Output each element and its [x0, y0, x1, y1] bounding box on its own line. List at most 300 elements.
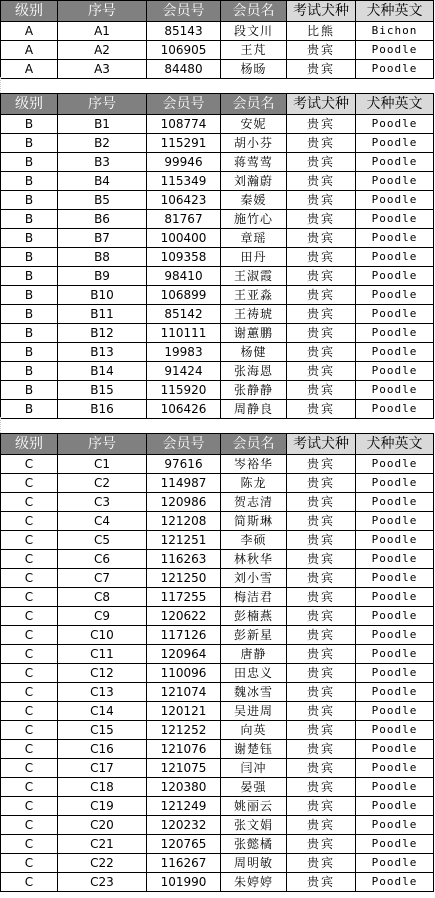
table-row	[1, 550, 434, 569]
cell-exam-breed: 贵宾	[287, 645, 356, 664]
table-row	[1, 569, 434, 588]
table-row	[1, 531, 434, 550]
cell-level: C	[1, 721, 58, 740]
table-row	[1, 759, 434, 778]
cell-exam-breed: 贵宾	[287, 474, 356, 493]
cell-seq: C18	[58, 778, 147, 797]
header-member-name: 会员名	[221, 434, 287, 455]
cell-breed-english: Poodle	[356, 115, 434, 134]
cell-member-id: 120232	[147, 816, 221, 835]
cell-breed-english: Poodle	[356, 550, 434, 569]
table-row	[1, 512, 434, 531]
cell-member-name: 谢楚钰	[221, 740, 287, 759]
cell-member-id: 100400	[147, 229, 221, 248]
cell-exam-breed: 贵宾	[287, 267, 356, 286]
cell-breed-english: Poodle	[356, 474, 434, 493]
cell-member-id: 114987	[147, 474, 221, 493]
cell-seq: C6	[58, 550, 147, 569]
cell-member-id: 99946	[147, 153, 221, 172]
cell-member-id: 121208	[147, 512, 221, 531]
table-row	[1, 607, 434, 626]
cell-level: C	[1, 835, 58, 854]
cell-breed-english: Poodle	[356, 835, 434, 854]
table-row	[1, 343, 434, 362]
table-row	[1, 854, 434, 873]
cell-level: B	[1, 115, 58, 134]
cell-breed-english: Poodle	[356, 512, 434, 531]
cell-member-name: 谢蕙鹏	[221, 324, 287, 343]
cell-exam-breed: 贵宾	[287, 115, 356, 134]
cell-seq: C23	[58, 873, 147, 892]
cell-exam-breed: 贵宾	[287, 343, 356, 362]
table-row	[1, 248, 434, 267]
cell-exam-breed: 贵宾	[287, 759, 356, 778]
cell-seq: C20	[58, 816, 147, 835]
cell-level: B	[1, 362, 58, 381]
cell-level: B	[1, 248, 58, 267]
cell-member-name: 梅洁君	[221, 588, 287, 607]
cell-member-id: 84480	[147, 60, 221, 79]
header-row	[1, 94, 434, 115]
header-member-name: 会员名	[221, 1, 287, 22]
cell-level: C	[1, 778, 58, 797]
table-row	[1, 381, 434, 400]
cell-exam-breed: 贵宾	[287, 740, 356, 759]
header-member-id: 会员号	[147, 94, 221, 115]
header-seq: 序号	[58, 434, 147, 455]
cell-level: C	[1, 474, 58, 493]
cell-member-id: 106905	[147, 41, 221, 60]
cell-seq: C2	[58, 474, 147, 493]
cell-member-id: 120380	[147, 778, 221, 797]
cell-member-id: 121075	[147, 759, 221, 778]
cell-exam-breed: 贵宾	[287, 569, 356, 588]
cell-member-name: 王亚淼	[221, 286, 287, 305]
table-row	[1, 702, 434, 721]
cell-exam-breed: 贵宾	[287, 153, 356, 172]
cell-breed-english: Poodle	[356, 569, 434, 588]
cell-member-id: 106426	[147, 400, 221, 419]
cell-breed-english: Poodle	[356, 854, 434, 873]
cell-exam-breed: 贵宾	[287, 286, 356, 305]
cell-seq: C3	[58, 493, 147, 512]
table-row	[1, 267, 434, 286]
cell-level: B	[1, 381, 58, 400]
table-row	[1, 626, 434, 645]
cell-level: C	[1, 759, 58, 778]
cell-member-name: 唐静	[221, 645, 287, 664]
table-row	[1, 400, 434, 419]
cell-breed-english: Poodle	[356, 626, 434, 645]
table-row	[1, 286, 434, 305]
cell-member-id: 85143	[147, 22, 221, 41]
header-member-name: 会员名	[221, 94, 287, 115]
cell-seq: C12	[58, 664, 147, 683]
cell-member-name: 姚丽云	[221, 797, 287, 816]
cell-member-id: 117255	[147, 588, 221, 607]
header-member-id: 会员号	[147, 1, 221, 22]
table-row	[1, 797, 434, 816]
cell-member-name: 张海恩	[221, 362, 287, 381]
cell-exam-breed: 贵宾	[287, 172, 356, 191]
cell-member-id: 121074	[147, 683, 221, 702]
cell-member-name: 蒋莺莺	[221, 153, 287, 172]
cell-member-id: 85142	[147, 305, 221, 324]
cell-exam-breed: 贵宾	[287, 816, 356, 835]
cell-member-id: 116263	[147, 550, 221, 569]
cell-member-name: 田丹	[221, 248, 287, 267]
cell-exam-breed: 贵宾	[287, 229, 356, 248]
table-row	[1, 362, 434, 381]
cell-member-id: 115920	[147, 381, 221, 400]
cell-exam-breed: 贵宾	[287, 248, 356, 267]
table-row	[1, 115, 434, 134]
cell-exam-breed: 贵宾	[287, 381, 356, 400]
cell-level: A	[1, 60, 58, 79]
section-level-b	[0, 93, 434, 419]
cell-seq: B8	[58, 248, 147, 267]
roster-table-c	[0, 433, 434, 892]
header-breed-english: 犬种英文	[356, 94, 434, 115]
cell-exam-breed: 贵宾	[287, 550, 356, 569]
cell-breed-english: Poodle	[356, 588, 434, 607]
cell-seq: B12	[58, 324, 147, 343]
cell-breed-english: Poodle	[356, 381, 434, 400]
table-row	[1, 134, 434, 153]
cell-breed-english: Poodle	[356, 400, 434, 419]
cell-member-name: 李硕	[221, 531, 287, 550]
cell-member-id: 120622	[147, 607, 221, 626]
cell-level: B	[1, 286, 58, 305]
section-level-a	[0, 0, 434, 79]
table-row	[1, 22, 434, 41]
cell-seq: C7	[58, 569, 147, 588]
header-row	[1, 434, 434, 455]
cell-exam-breed: 贵宾	[287, 531, 356, 550]
cell-breed-english: Poodle	[356, 531, 434, 550]
cell-breed-english: Poodle	[356, 645, 434, 664]
cell-exam-breed: 贵宾	[287, 721, 356, 740]
cell-level: C	[1, 740, 58, 759]
cell-exam-breed: 贵宾	[287, 683, 356, 702]
cell-member-name: 岑裕华	[221, 455, 287, 474]
cell-member-name: 王祷琥	[221, 305, 287, 324]
cell-member-name: 闫冲	[221, 759, 287, 778]
cell-member-id: 115349	[147, 172, 221, 191]
table-row	[1, 683, 434, 702]
cell-member-name: 段文川	[221, 22, 287, 41]
cell-member-name: 向英	[221, 721, 287, 740]
cell-breed-english: Poodle	[356, 210, 434, 229]
cell-exam-breed: 贵宾	[287, 664, 356, 683]
cell-member-name: 林秋华	[221, 550, 287, 569]
cell-seq: A1	[58, 22, 147, 41]
cell-breed-english: Poodle	[356, 664, 434, 683]
table-row	[1, 153, 434, 172]
cell-exam-breed: 比熊	[287, 22, 356, 41]
cell-seq: A3	[58, 60, 147, 79]
cell-exam-breed: 贵宾	[287, 702, 356, 721]
cell-breed-english: Bichon	[356, 22, 434, 41]
cell-level: C	[1, 873, 58, 892]
cell-level: B	[1, 210, 58, 229]
cell-member-id: 116267	[147, 854, 221, 873]
cell-member-id: 121251	[147, 531, 221, 550]
cell-breed-english: Poodle	[356, 683, 434, 702]
cell-level: B	[1, 229, 58, 248]
header-seq: 序号	[58, 94, 147, 115]
cell-exam-breed: 贵宾	[287, 191, 356, 210]
header-exam-breed: 考试犬种	[287, 94, 356, 115]
cell-seq: B15	[58, 381, 147, 400]
cell-member-name: 张懿橘	[221, 835, 287, 854]
cell-member-id: 101990	[147, 873, 221, 892]
cell-level: C	[1, 493, 58, 512]
cell-level: C	[1, 569, 58, 588]
cell-member-id: 117126	[147, 626, 221, 645]
cell-seq: C19	[58, 797, 147, 816]
cell-member-id: 120121	[147, 702, 221, 721]
cell-member-id: 108774	[147, 115, 221, 134]
cell-exam-breed: 贵宾	[287, 210, 356, 229]
cell-seq: C5	[58, 531, 147, 550]
cell-seq: C1	[58, 455, 147, 474]
cell-exam-breed: 贵宾	[287, 835, 356, 854]
cell-breed-english: Poodle	[356, 229, 434, 248]
cell-exam-breed: 贵宾	[287, 588, 356, 607]
cell-level: C	[1, 816, 58, 835]
cell-member-name: 彭楠燕	[221, 607, 287, 626]
cell-seq: C17	[58, 759, 147, 778]
cell-exam-breed: 贵宾	[287, 512, 356, 531]
cell-member-id: 97616	[147, 455, 221, 474]
cell-exam-breed: 贵宾	[287, 41, 356, 60]
cell-seq: B10	[58, 286, 147, 305]
header-seq: 序号	[58, 1, 147, 22]
cell-member-id: 81767	[147, 210, 221, 229]
table-row	[1, 493, 434, 512]
cell-seq: B13	[58, 343, 147, 362]
cell-exam-breed: 贵宾	[287, 607, 356, 626]
cell-level: C	[1, 683, 58, 702]
cell-seq: B11	[58, 305, 147, 324]
table-row	[1, 588, 434, 607]
cell-breed-english: Poodle	[356, 607, 434, 626]
cell-member-name: 晏强	[221, 778, 287, 797]
cell-seq: C16	[58, 740, 147, 759]
cell-breed-english: Poodle	[356, 702, 434, 721]
table-row	[1, 305, 434, 324]
header-breed-english: 犬种英文	[356, 434, 434, 455]
table-row	[1, 816, 434, 835]
cell-seq: C10	[58, 626, 147, 645]
cell-level: C	[1, 588, 58, 607]
cell-breed-english: Poodle	[356, 191, 434, 210]
cell-level: C	[1, 645, 58, 664]
cell-breed-english: Poodle	[356, 797, 434, 816]
cell-member-name: 朱婷婷	[221, 873, 287, 892]
cell-member-name: 章瑶	[221, 229, 287, 248]
cell-member-name: 刘瀚蔚	[221, 172, 287, 191]
cell-member-name: 周明敏	[221, 854, 287, 873]
cell-seq: C14	[58, 702, 147, 721]
table-row	[1, 172, 434, 191]
table-row	[1, 721, 434, 740]
roster-table-a	[0, 0, 434, 79]
cell-level: C	[1, 702, 58, 721]
section-gap	[0, 417, 434, 433]
cell-member-name: 秦媛	[221, 191, 287, 210]
cell-exam-breed: 贵宾	[287, 305, 356, 324]
cell-member-id: 109358	[147, 248, 221, 267]
cell-member-name: 魏冰雪	[221, 683, 287, 702]
header-exam-breed: 考试犬种	[287, 1, 356, 22]
table-row	[1, 740, 434, 759]
cell-breed-english: Poodle	[356, 248, 434, 267]
cell-member-name: 贺志清	[221, 493, 287, 512]
cell-exam-breed: 贵宾	[287, 60, 356, 79]
table-row	[1, 664, 434, 683]
cell-seq: B14	[58, 362, 147, 381]
cell-seq: B5	[58, 191, 147, 210]
cell-seq: C4	[58, 512, 147, 531]
cell-member-id: 19983	[147, 343, 221, 362]
cell-member-name: 田忠义	[221, 664, 287, 683]
cell-member-id: 110096	[147, 664, 221, 683]
cell-level: C	[1, 626, 58, 645]
cell-seq: B6	[58, 210, 147, 229]
cell-breed-english: Poodle	[356, 286, 434, 305]
table-row	[1, 778, 434, 797]
cell-breed-english: Poodle	[356, 324, 434, 343]
cell-seq: B1	[58, 115, 147, 134]
cell-breed-english: Poodle	[356, 721, 434, 740]
cell-seq: B3	[58, 153, 147, 172]
cell-member-name: 简斯琳	[221, 512, 287, 531]
section-level-c	[0, 433, 434, 892]
cell-level: C	[1, 797, 58, 816]
cell-breed-english: Poodle	[356, 778, 434, 797]
cell-level: B	[1, 191, 58, 210]
header-level: 级别	[1, 1, 58, 22]
cell-member-name: 周静良	[221, 400, 287, 419]
cell-level: B	[1, 267, 58, 286]
table-row	[1, 645, 434, 664]
cell-level: A	[1, 22, 58, 41]
cell-seq: C22	[58, 854, 147, 873]
cell-breed-english: Poodle	[356, 455, 434, 474]
cell-member-id: 98410	[147, 267, 221, 286]
table-row	[1, 455, 434, 474]
table-row	[1, 191, 434, 210]
cell-member-id: 120986	[147, 493, 221, 512]
cell-exam-breed: 贵宾	[287, 626, 356, 645]
header-exam-breed: 考试犬种	[287, 434, 356, 455]
cell-level: B	[1, 400, 58, 419]
cell-member-id: 121249	[147, 797, 221, 816]
table-row	[1, 229, 434, 248]
cell-seq: C21	[58, 835, 147, 854]
table-row	[1, 210, 434, 229]
cell-breed-english: Poodle	[356, 172, 434, 191]
cell-member-id: 106423	[147, 191, 221, 210]
cell-level: B	[1, 343, 58, 362]
cell-exam-breed: 贵宾	[287, 778, 356, 797]
cell-breed-english: Poodle	[356, 343, 434, 362]
header-member-id: 会员号	[147, 434, 221, 455]
table-row	[1, 60, 434, 79]
cell-level: B	[1, 305, 58, 324]
header-level: 级别	[1, 94, 58, 115]
cell-level: C	[1, 455, 58, 474]
cell-member-name: 王淑霞	[221, 267, 287, 286]
cell-exam-breed: 贵宾	[287, 873, 356, 892]
cell-seq: C9	[58, 607, 147, 626]
header-level: 级别	[1, 434, 58, 455]
cell-breed-english: Poodle	[356, 759, 434, 778]
cell-member-id: 91424	[147, 362, 221, 381]
cell-breed-english: Poodle	[356, 740, 434, 759]
cell-level: C	[1, 854, 58, 873]
cell-seq: C11	[58, 645, 147, 664]
cell-seq: B16	[58, 400, 147, 419]
cell-breed-english: Poodle	[356, 267, 434, 286]
cell-member-name: 胡小芬	[221, 134, 287, 153]
cell-seq: B2	[58, 134, 147, 153]
cell-member-name: 刘小雪	[221, 569, 287, 588]
cell-seq: A2	[58, 41, 147, 60]
cell-member-id: 115291	[147, 134, 221, 153]
cell-level: A	[1, 41, 58, 60]
cell-member-name: 陈龙	[221, 474, 287, 493]
cell-breed-english: Poodle	[356, 873, 434, 892]
cell-exam-breed: 贵宾	[287, 134, 356, 153]
cell-exam-breed: 贵宾	[287, 324, 356, 343]
section-gap	[0, 77, 434, 93]
cell-breed-english: Poodle	[356, 493, 434, 512]
cell-member-name: 安妮	[221, 115, 287, 134]
cell-member-id: 121076	[147, 740, 221, 759]
cell-exam-breed: 贵宾	[287, 797, 356, 816]
cell-member-id: 121250	[147, 569, 221, 588]
cell-seq: C15	[58, 721, 147, 740]
table-row	[1, 324, 434, 343]
cell-exam-breed: 贵宾	[287, 400, 356, 419]
cell-exam-breed: 贵宾	[287, 493, 356, 512]
cell-level: B	[1, 172, 58, 191]
cell-member-name: 杨健	[221, 343, 287, 362]
cell-seq: C8	[58, 588, 147, 607]
cell-breed-english: Poodle	[356, 305, 434, 324]
cell-level: C	[1, 531, 58, 550]
cell-exam-breed: 贵宾	[287, 362, 356, 381]
cell-exam-breed: 贵宾	[287, 854, 356, 873]
cell-member-name: 张静静	[221, 381, 287, 400]
cell-breed-english: Poodle	[356, 816, 434, 835]
cell-member-id: 121252	[147, 721, 221, 740]
table-row	[1, 873, 434, 892]
cell-member-id: 106899	[147, 286, 221, 305]
cell-member-name: 彭新星	[221, 626, 287, 645]
table-row	[1, 835, 434, 854]
cell-seq: C13	[58, 683, 147, 702]
roster-table-b	[0, 93, 434, 419]
cell-level: B	[1, 153, 58, 172]
cell-seq: B4	[58, 172, 147, 191]
table-row	[1, 474, 434, 493]
cell-breed-english: Poodle	[356, 60, 434, 79]
cell-level: C	[1, 607, 58, 626]
